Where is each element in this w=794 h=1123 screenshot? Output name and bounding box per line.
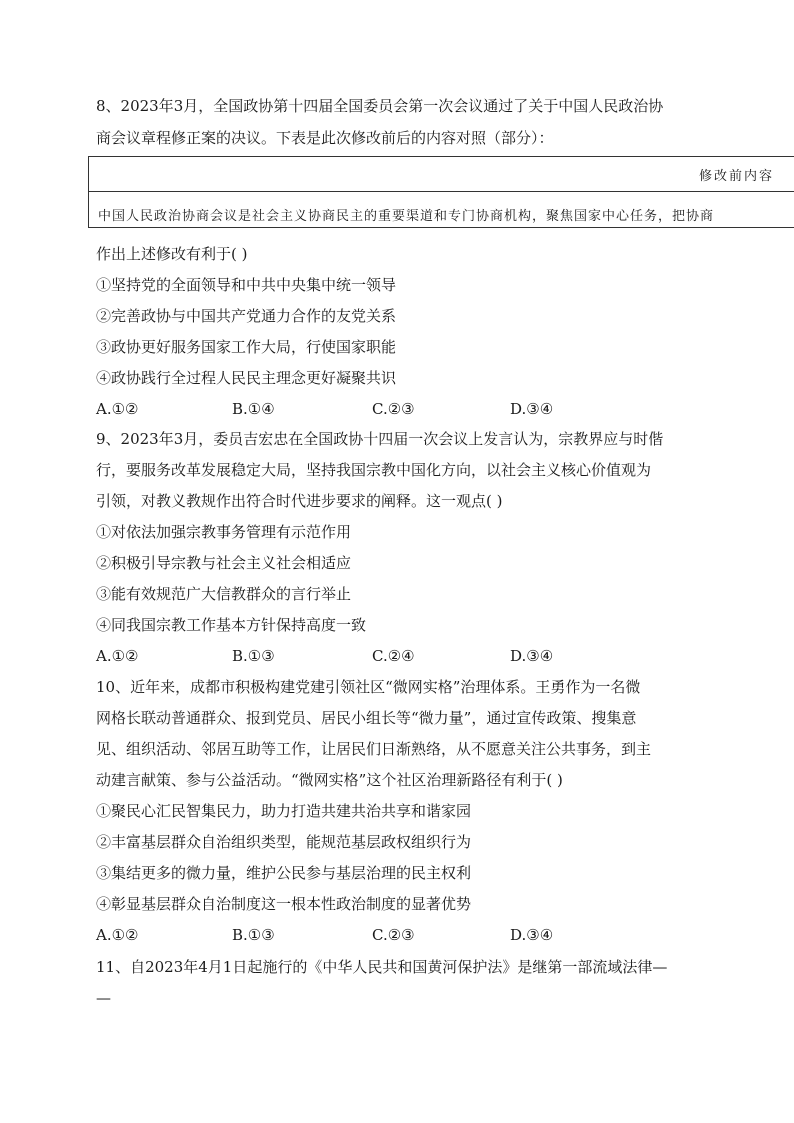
q9-item-3: ③能有效规范广大信教群众的言行举止	[96, 585, 352, 603]
q10-stem-line1: 10、近年来，成都市积极构建党建引领社区“微网实格”治理体系。王勇作为一名微	[96, 678, 641, 696]
q9-option-c[interactable]: C.②④	[372, 647, 415, 665]
q10-item-2: ②丰富基层群众自治组织类型，能规范基层政权组织行为	[96, 833, 472, 851]
q8-option-b[interactable]: B.①④	[232, 400, 275, 418]
q10-stem-line4: 动建言献策、参与公益活动。“微网实格”这个社区治理新路径有利于( )	[96, 771, 563, 789]
q8-option-a[interactable]: A.①②	[96, 400, 139, 418]
q8-stem-line2: 商会议章程修正案的决议。下表是此次修改前后的内容对照（部分）：	[96, 129, 554, 147]
q11-stem-line1: 11、自2023年4月1日起施行的《中华人民共和国黄河保护法》是继第一部流域法律—	[96, 958, 668, 976]
q8-stem-line1: 8、2023年3月，全国政协第十四届全国委员会第一次会议通过了关于中国人民政治协	[96, 97, 664, 115]
q9-item-4: ④同我国宗教工作基本方针保持高度一致	[96, 616, 367, 634]
q8-item-3: ③政协更好服务国家工作大局，行使国家职能	[96, 338, 397, 356]
comparison-table	[88, 156, 794, 228]
q10-option-d[interactable]: D.③④	[510, 926, 554, 944]
q8-item-1: ①坚持党的全面领导和中共中央集中统一领导	[96, 276, 397, 294]
q10-item-4: ④彰显基层群众自治制度这一根本性政治制度的显著优势	[96, 895, 472, 913]
q10-option-b[interactable]: B.①③	[232, 926, 275, 944]
table-cell-before: 中国人民政治协商会议是社会主义协商民主的重要渠道和专门协商机构，聚焦国家中心任务，把协商	[98, 209, 715, 224]
q8-item-2: ②完善政协与中国共产党通力合作的友党关系	[96, 307, 397, 325]
q8-item-4: ④政协践行全过程人民民主理念更好凝聚共识	[96, 369, 397, 387]
q8-question: 作出上述修改有利于( )	[96, 245, 248, 263]
q9-option-b[interactable]: B.①③	[232, 647, 275, 665]
q10-stem-line2: 网格长联动普通群众、报到党员、居民小组长等“微力量”，通过宣传政策、搜集意	[96, 709, 637, 727]
q8-option-d[interactable]: D.③④	[510, 400, 554, 418]
q9-stem-line2: 行，要服务改革发展稳定大局，坚持我国宗教中国化方向，以社会主义核心价值观为	[96, 461, 652, 479]
q10-item-3: ③集结更多的微力量，维护公民参与基层治理的民主权利	[96, 864, 472, 882]
q10-option-a[interactable]: A.①②	[96, 926, 139, 944]
q9-item-2: ②积极引导宗教与社会主义社会相适应	[96, 554, 352, 572]
q10-item-1: ①聚民心汇民智集民力，助力打造共建共治共享和谐家园	[96, 802, 472, 820]
table-header-before: 修改前内容	[699, 169, 775, 184]
q11-stem-line2: —	[96, 989, 111, 1007]
q9-stem-line1: 9、2023年3月，委员吉宏忠在全国政协十四届一次会议上发言认为，宗教界应与时偕	[96, 430, 664, 448]
table-row-divider	[89, 191, 794, 192]
q9-option-a[interactable]: A.①②	[96, 647, 139, 665]
q9-item-1: ①对依法加强宗教事务管理有示范作用	[96, 523, 352, 541]
q10-stem-line3: 见、组织活动、邻居互助等工作，让居民们日渐熟络，从不愿意关注公共事务，到主	[96, 740, 652, 758]
q9-option-d[interactable]: D.③④	[510, 647, 554, 665]
q9-stem-line3: 引领，对教义教规作出符合时代进步要求的阐释。这一观点( )	[96, 492, 503, 510]
q10-option-c[interactable]: C.②③	[372, 926, 415, 944]
q8-option-c[interactable]: C.②③	[372, 400, 415, 418]
